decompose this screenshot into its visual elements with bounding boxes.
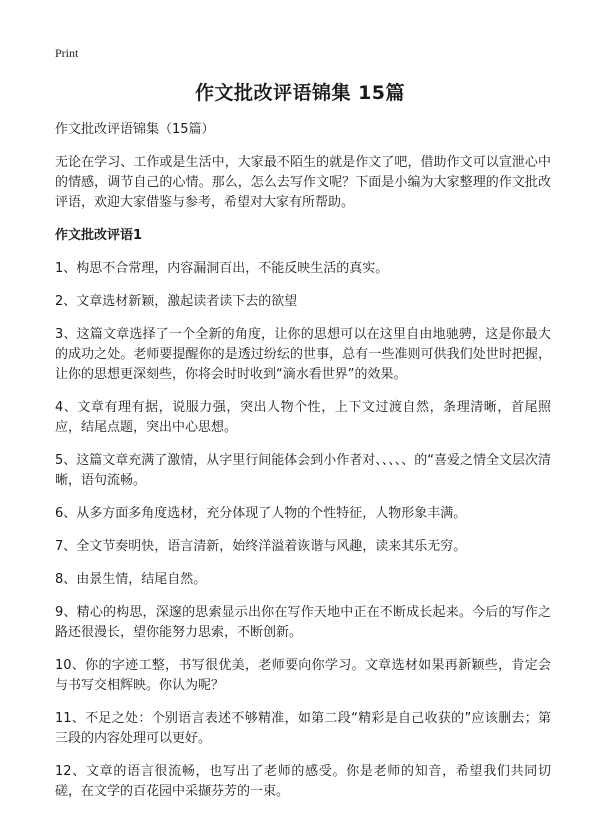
print-link[interactable]: Print [55,46,79,60]
intro-paragraph: 无论在学习、工作或是生活中，大家最不陌生的就是作文了吧，借助作文可以宣泄心中的情感，调节自己的心情。那么，怎么去写作文呢？下面是小编为大家整理的作文批改评语，欢迎大家借鉴与参考，希望对大家有所帮助。 [55,155,551,210]
section-heading: 作文批改评语1 [55,228,143,243]
list-item: 10、你的字迹工整，书写很优美，老师要向你学习。文章选材如果再新颖些，肯定会与书写交相辉映。你认为呢？ [55,658,551,693]
list-item: 11、不足之处：个别语言表述不够精准，如第二段“精彩是自己收获的”应该删去；第三段的内容处理可以更好。 [55,711,551,746]
list-item: 6、从多方面多角度选材，充分体现了人物的个性特征，人物形象丰满。 [55,506,467,521]
list-item: 3、这篇文章选择了一个全新的角度，让你的思想可以在这里自由地驰骋，这是你最大的成功之处。老师要提醒你的是透过纷纭的世事，总有一些准则可供我们处世时把握，让你的思想更深刻些，你将会时时收到“滴水看世界”的效果。 [55,327,551,382]
page-title: 作文批改评语锦集 15篇 [194,82,406,104]
list-item: 2、文章选材新颖，激起读者读下去的欲望 [55,294,298,309]
list-item: 7、全文节奏明快，语言清新，始终洋溢着诙谐与风趣，读来其乐无穷。 [55,539,467,554]
list-item: 5、这篇文章充满了激情，从字里行间能体会到小作者对、、、、、的“喜爱之情全文层次清晰，语句流畅。 [55,453,552,488]
list-item: 8、由景生情，结尾自然。 [55,572,207,587]
list-item: 1、构思不合常理，内容漏洞百出，不能反映生活的真实。 [55,261,389,276]
list-item: 9、精心的构思，深邃的思索显示出你在写作天地中正在不断成长起来。今后的写作之路还很漫长，望你能努力思索，不断创新。 [55,605,551,640]
list-item: 12、文章的语言很流畅，也写出了老师的感受。你是老师的知音，希望我们共同切磋，在文学的百花园中采撷芬芳的一束。 [55,764,551,799]
comment-list [55,259,551,802]
article-body [55,120,551,815]
list-item: 4、文章有理有据，说服力强，突出人物个性，上下文过渡自然，条理清晰，首尾照应，结尾点题，突出中心思想。 [55,400,551,435]
article-subtitle: 作文批改评语锦集（15篇） [55,122,215,137]
